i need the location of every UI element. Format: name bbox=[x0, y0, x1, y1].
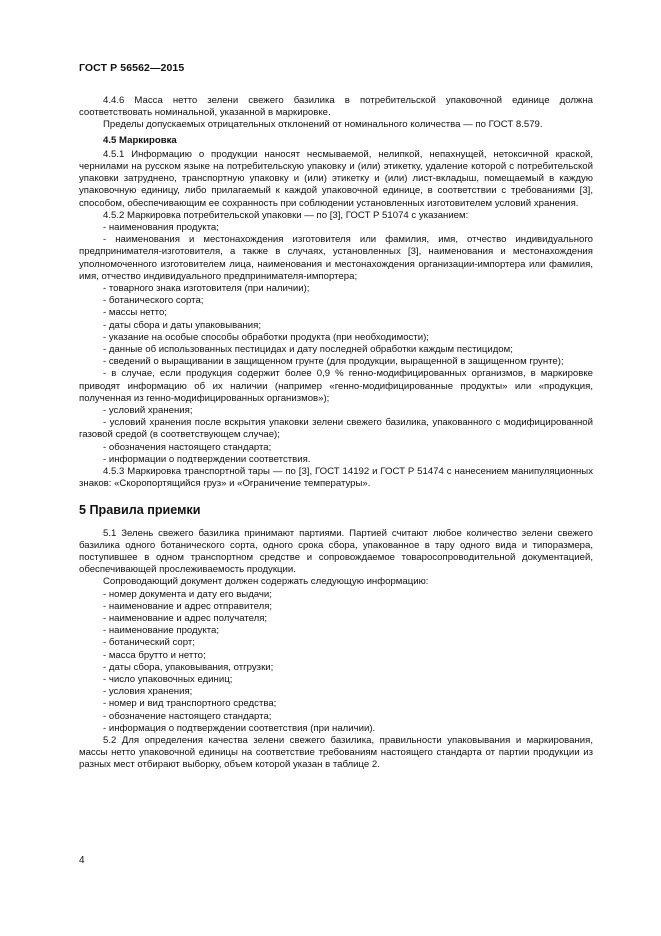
accompanying-document-list bbox=[79, 589, 593, 735]
list-item: - условия хранения; bbox=[103, 686, 193, 698]
list-item: - условий хранения после вскрытия упаковки зелени свежего базилика, упакованного с модифицированной газовой средой (в соответствующем случае); bbox=[79, 417, 593, 441]
standard-header: ГОСТ Р 56562—2015 bbox=[79, 62, 185, 74]
list-item: - наименования и местонахождения изготовителя или фамилия, имя, отчество индивидуального предпринимателя-изготовителя, а также в случаях, установленных [3], наименования и местонахождения уполномоченного изготовителем лица, наименования и местонахождения организации-импортера или фамилия, имя, отчество индивидуального предпринимателя-импортера; bbox=[79, 234, 593, 282]
list-item: - товарного знака изготовителя (при наличии); bbox=[103, 283, 310, 295]
paragraph-4-5-2: 4.5.2 Маркировка потребительской упаковки — по [3], ГОСТ Р 51074 с указанием: bbox=[103, 209, 469, 221]
paragraph-tolerance: Пределы допускаемых отрицательных отклонений от номинального количества — по ГОСТ 8.579. bbox=[103, 119, 543, 131]
page-number: 4 bbox=[79, 855, 85, 866]
section-title-acceptance-rules: 5 Правила приемки bbox=[79, 502, 201, 517]
paragraph-5-1: 5.1 Зелень свежего базилика принимают партиями. Партией считают любое количество зелени свежего базилика одного ботанического сорта, одного срока сбора, упакованное в тару одного вида и типоразмера, поступившее в одном транспортном средстве и сопровождаемое товаросопроводительной документацией, обеспечивающей прослеживаемость продукции. bbox=[79, 527, 593, 576]
paragraph-4-4-6: 4.4.6 Масса нетто зелени свежего базилика в потребительской упаковочной единице должна соответствовать номинальной, указанной в маркировке. bbox=[79, 95, 593, 119]
list-item: - наименование и адрес получателя; bbox=[103, 612, 268, 624]
list-item: - сведений о выращивании в защищенном грунте (для продукции, выращенной в защищенном грунте); bbox=[103, 356, 564, 368]
list-item: - массы нетто; bbox=[103, 307, 167, 319]
list-item: - обозначения настоящего стандарта; bbox=[103, 441, 272, 453]
paragraph-document-intro: Сопроводающий документ должен содержать следующую информацию: bbox=[103, 576, 429, 588]
paragraph-4-5-3: 4.5.3 Маркировка транспортной тары — по [3], ГОСТ 14192 и ГОСТ Р 51474 с нанесением манипуляционных знаков: «Скоропортящийся груз» и «Ограничение температуры». bbox=[79, 466, 593, 490]
paragraph-5-2: 5.2 Для определения качества зелени свежего базилика, правильности упаковывания и маркирования, массы нетто упаковочной единицы на соответствие требованиям настоящего стандарта от партии продукции из разных мест отбирают выборку, объем которой указан в таблице 2. bbox=[79, 734, 593, 771]
list-item: - даты сбора и даты упаковывания; bbox=[103, 319, 262, 331]
list-item: - наименования продукта; bbox=[103, 222, 219, 234]
list-item: - условий хранения; bbox=[103, 405, 193, 417]
list-item: - информация о подтверждении соответствия (при наличии). bbox=[103, 722, 376, 734]
list-item: - масса брутто и нетто; bbox=[103, 649, 206, 661]
list-item: - номер и вид транспортного средства; bbox=[103, 698, 277, 710]
paragraph-4-5-1: 4.5.1 Информацию о продукции наносят несмываемой, нелипкой, непахнущей, нетоксичной краской, чернилами на русском языке на потребительскую упаковку и (или) этикетку, удаление которой с потребительской упаковки затруднено, транспортную упаковку и (или) этикетку и (или) лист-вкладыш, помещаемый в каждую упаковочную единицу, либо прилагаемый к каждой упаковочной единице, в соответствии с требованиями [3], способом, обеспечивающим ее сохранность при соблюдении установленных изготовителем условий хранения. bbox=[79, 148, 593, 209]
list-item: - данные об использованных пестицидах и дату последней обработки каждым пестицидом; bbox=[103, 344, 513, 356]
list-item: - наименование продукта; bbox=[103, 625, 220, 637]
list-item: - информации о подтверждении соответствия. bbox=[103, 453, 311, 465]
list-item: - ботанический сорт; bbox=[103, 637, 195, 649]
list-item: - число упаковочных единиц; bbox=[103, 673, 233, 685]
list-item: - номер документа и дату его выдачи; bbox=[103, 588, 272, 600]
document-body bbox=[79, 95, 593, 772]
subsection-title-marking: 4.5 Маркировка bbox=[103, 134, 177, 146]
list-item: - наименование и адрес отправителя; bbox=[103, 600, 273, 612]
list-item: - ботанического сорта; bbox=[103, 295, 204, 307]
list-item: - указание на особые способы обработки продукта (при необходимости); bbox=[103, 331, 429, 343]
consumer-package-marking-list bbox=[79, 222, 593, 466]
list-item: - даты сбора, упаковывания, отгрузки; bbox=[103, 661, 274, 673]
list-item: - в случае, если продукция содержит более 0,9 % генно-модифицированных организмов, в маркировке приводят информацию об их наличии (например «генно-модифицированные продукты» или «продукция, полученная из генно-модифицированных организмов»); bbox=[79, 368, 593, 404]
list-item: - обозначение настоящего стандарта; bbox=[103, 710, 272, 722]
